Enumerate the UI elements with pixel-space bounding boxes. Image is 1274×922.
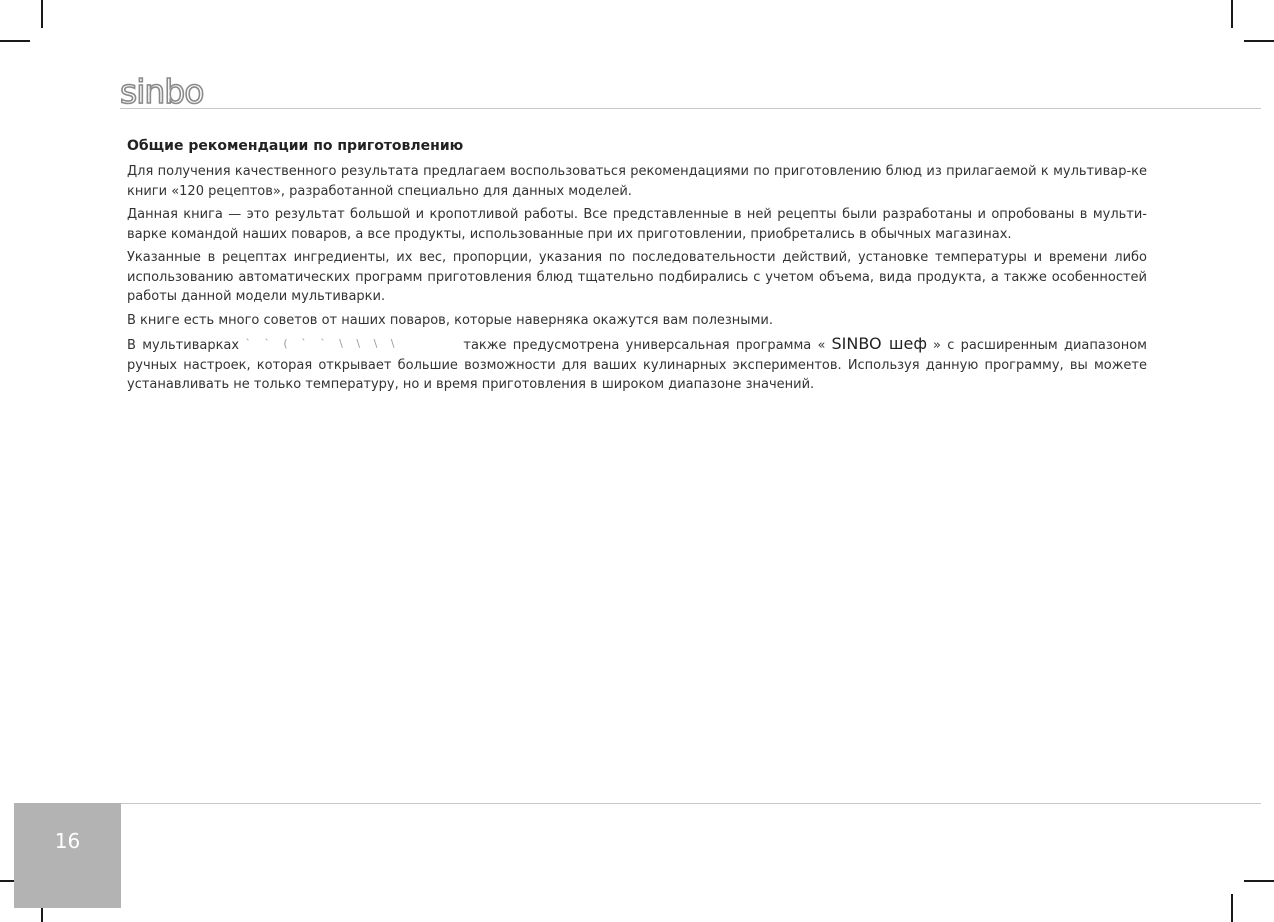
- footer-divider: [14, 803, 1261, 804]
- program-name: SINBO шеф: [831, 334, 928, 353]
- crop-mark-top-right-horizontal: [1244, 40, 1274, 42]
- paragraph-tips: В книге есть много советов от наших поваров, которые наверняка окажутся вам полезными.: [127, 312, 773, 328]
- header-divider: [120, 108, 1261, 109]
- page-number-box: [14, 803, 121, 908]
- crop-mark-bottom-right-vertical: [1231, 894, 1233, 922]
- page-number: 16: [54, 829, 81, 853]
- crop-mark-bottom-right-horizontal: [1244, 880, 1274, 882]
- paragraph-ingredients: Указанные в рецептах ингредиенты, их вес, пропорции, указания по последовательности действий, установке температуры и времени либо использованию автоматических программ приготовления блюд тщательно подбирались с учетом объема, вида продукта, а также особенностей работы данной модели мультиварки.: [127, 250, 1147, 304]
- program-text-end: » с расширенным диапазоном ручных настроек, которая открывает большие возможности для ваших кулинарных экспериментов. Используя данную программу, вы можете устанавливать не только температуру, но и время приготовления в широком диапазоне значений.: [127, 338, 1147, 392]
- program-text-start: В мультиварках: [127, 338, 240, 353]
- crop-mark-top-left-vertical: [41, 0, 43, 28]
- crop-mark-top-left-horizontal: [0, 40, 30, 42]
- paragraph-program: [127, 334, 1147, 395]
- paragraph-book: Данная книга — это результат большой и кропотливой работы. Все представленные в ней рецепты были разработаны и опробованы в мульти-варке командой наших поваров, а все продукты, использованные при их приготовлении, приобретались в обычных магазинах.: [127, 207, 1147, 242]
- svg-text:sinbo: sinbo: [120, 74, 204, 108]
- crop-mark-top-right-vertical: [1231, 0, 1233, 28]
- section-heading: Общие рекомендации по приготовлению: [127, 138, 464, 154]
- recommendations-section: [127, 137, 1147, 399]
- model-list-placeholder: ` ` ( ` ` \ \ \ \: [245, 337, 400, 350]
- program-text-mid: также предусмотрена универсальная программа «: [463, 338, 826, 353]
- paragraph-intro: Для получения качественного результата предлагаем воспользоваться рекомендациями по приготовлению блюд из прилагаемой к мультивар-ке книги «120 рецептов», разработанной специально для данных моделей.: [127, 164, 1147, 199]
- sinbo-logo: [120, 74, 210, 108]
